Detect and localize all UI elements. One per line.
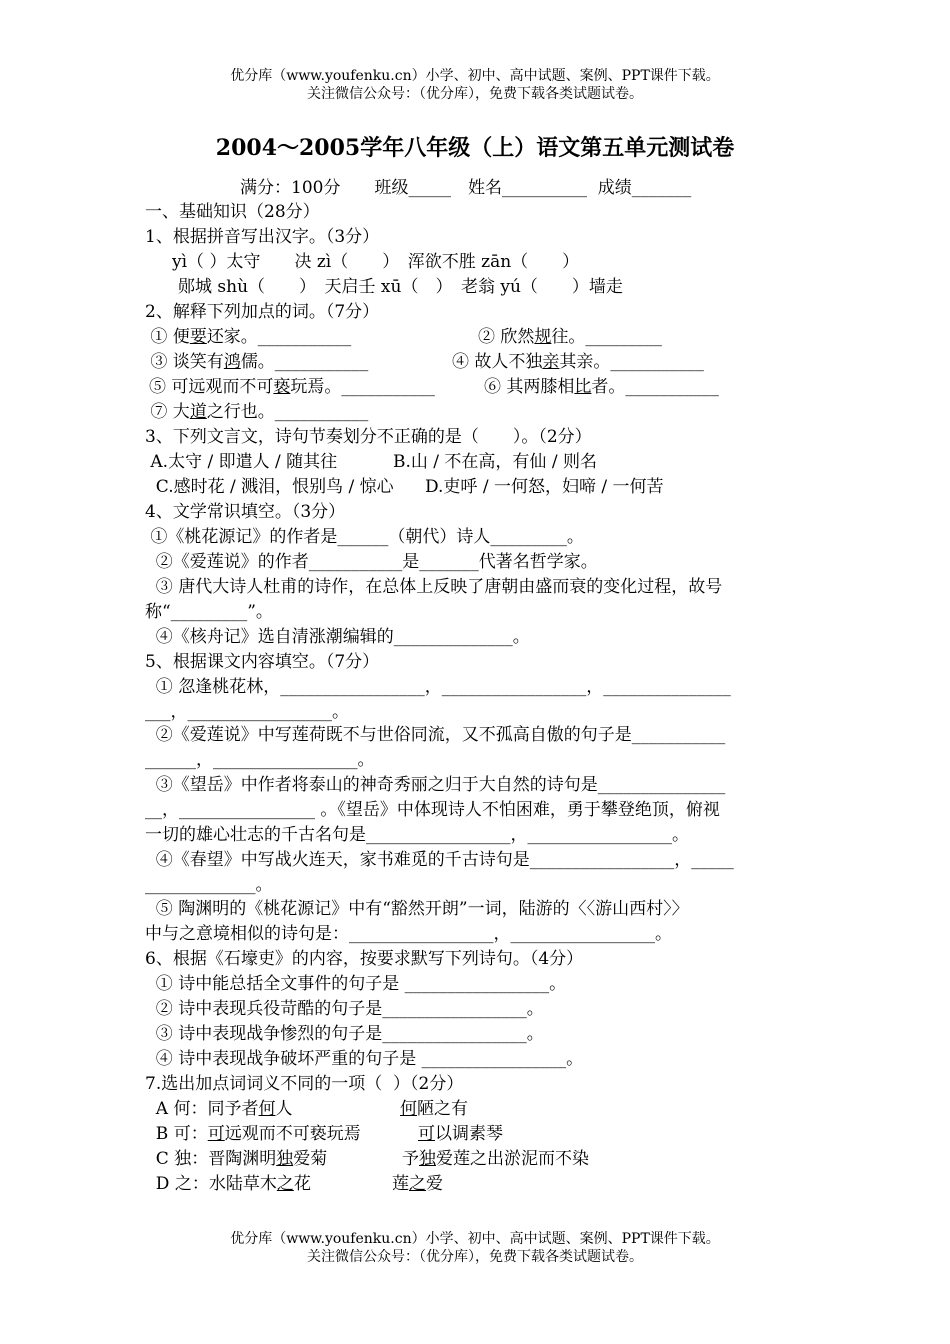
question-3-option-c: C.感时花 / 溅泪，恨别鸟 / 惊心 [145, 477, 394, 497]
dotted-word: 亵 [273, 377, 291, 397]
question-2-item-3: ③ 谈笑有鸿儒。___________ [145, 352, 369, 372]
question-2-item-7: ⑦ 大道之行也。___________ [145, 402, 369, 422]
question-4-item-3a: ③ 唐代大诗人杜甫的诗作，在总体上反映了唐朝由盛而衰的变化过程，故号 [145, 577, 723, 597]
question-3-option-a: A.太守 / 即遣人 / 随其往 [145, 452, 338, 472]
question-6-item-3: ③ 诗中表现战争惨烈的句子是_________________。 [145, 1024, 544, 1044]
question-2-stem: 2、解释下列加点的词。（7分） [145, 302, 380, 322]
question-2-item-6: ⑥ 其两膝相比者。___________ [484, 377, 719, 397]
dotted-word: 规 [534, 327, 552, 347]
question-5-item-2b: ______，_________________。 [145, 750, 375, 770]
dotted-word: 之 [276, 1174, 294, 1194]
header-line-2: 关注微信公众号：（优分库），免费下载各类试题试卷。 [307, 86, 643, 102]
question-5-item-4a: ④《春望》中写战火连天，家书难觅的千古诗句是_________________，_____ [145, 850, 734, 870]
question-4-stem: 4、文学常识填空。（3分） [145, 502, 346, 522]
question-5-stem: 5、根据课文内容填空。（7分） [145, 652, 380, 672]
question-6-stem: 6、根据《石壕吏》的内容，按要求默写下列诗句。（4分） [145, 949, 584, 969]
question-1-stem: 1、根据拼音写出汉字。（3分） [145, 227, 380, 247]
question-5-item-1b: ___，_________________。 [145, 702, 349, 722]
question-7-option-d-right: 莲之爱 [392, 1174, 443, 1194]
question-6-item-1: ① 诗中能总括全文事件的句子是 _________________。 [145, 974, 567, 994]
dotted-word: 之 [409, 1174, 426, 1194]
question-3-option-b: B.山 / 不在高，有仙 / 则名 [393, 452, 597, 472]
question-5-item-3c: 一切的雄心壮志的千古名句是_________________，_________________。 [145, 825, 689, 845]
question-5-item-4b: _____________。 [145, 875, 273, 895]
question-7-stem: 7.选出加点词词义不同的一项（ ）（2分） [145, 1074, 464, 1094]
question-7-option-b-right: 可以调素琴 [418, 1124, 503, 1144]
question-5-item-5a: ⑤ 陶渊明的《桃花源记》中有“豁然开朗”一词，陆游的〈〈游山西村〉〉 [145, 899, 689, 919]
question-4-item-2: ②《爱莲说》的作者___________是_______代著名哲学家。 [145, 552, 598, 572]
dotted-word: 要 [189, 327, 207, 347]
dotted-word: 可 [207, 1124, 225, 1144]
dotted-word: 鸿 [223, 352, 241, 372]
question-2-item-4: ④ 故人不独亲其亲。___________ [452, 352, 704, 372]
question-7-option-c-right: 予独爱莲之出淤泥而不染 [402, 1149, 589, 1169]
dotted-word: 比 [574, 377, 592, 397]
question-5-item-3b: __，________________ 。《望岳》中体现诗人不怕困难，勇于攀登绝顶，俯视 [145, 800, 720, 820]
question-6-item-4: ④ 诗中表现战争破坏严重的句子是 _________________。 [145, 1049, 584, 1069]
page-title: 2004～2005学年八年级（上）语文第五单元测试卷 [215, 135, 735, 161]
question-5-item-5b: 中与之意境相似的诗句是：_________________，_________________。 [145, 924, 672, 944]
question-5-item-2a: ②《爱莲说》中写莲荷既不与世俗同流，又不孤高自傲的句子是___________ [145, 725, 726, 745]
dotted-word: 独 [276, 1149, 294, 1169]
score-info-line: 满分：100分 班级_____ 姓名__________ 成绩_______ [240, 178, 692, 198]
section-heading: 一、基础知识（28分） [145, 202, 320, 222]
question-2-item-5: ⑤ 可远观而不可亵玩焉。___________ [149, 377, 435, 397]
dotted-word: 可 [418, 1124, 435, 1144]
footer-line-2: 关注微信公众号：（优分库），免费下载各类试题试卷。 [307, 1249, 643, 1265]
question-7-option-b-left: B 可：可远观而不可亵玩焉 [145, 1124, 361, 1144]
question-6-item-2: ② 诗中表现兵役苛酷的句子是_________________。 [145, 999, 544, 1019]
question-3-stem: 3、下列文言文，诗句节奏划分不正确的是（ ）。（2分） [145, 427, 592, 447]
dotted-word: 何 [258, 1099, 276, 1119]
question-2-item-1: ① 便要还家。___________ [145, 327, 352, 347]
question-7-option-d-left: D 之：水陆草木之花 [145, 1174, 311, 1194]
dotted-word: 亲 [542, 352, 560, 372]
question-4-item-1: ①《桃花源记》的作者是______（朝代）诗人_________。 [145, 527, 584, 547]
question-5-item-3a: ③《望岳》中作者将泰山的神奇秀丽之归于大自然的诗句是_______________ [145, 775, 726, 795]
question-3-option-d: D.吏呼 / 一何怒，妇啼 / 一何苦 [425, 477, 664, 497]
question-4-item-3b: 称“_________”。 [145, 602, 273, 622]
question-7-option-c-left: C 独：晋陶渊明独爱菊 [145, 1149, 328, 1169]
dotted-word: 道 [189, 402, 207, 422]
question-7-option-a-left: A 何：同予者何人 [145, 1099, 293, 1119]
question-5-item-1a: ① 忽逢桃花林，_________________，_________________，_______________ [145, 677, 731, 697]
dotted-word: 何 [400, 1099, 417, 1119]
dotted-word: 独 [419, 1149, 436, 1169]
header-line-1: 优分库（www.youfenku.cn）小学、初中、高中试题、案例、PPT课件下载。 [230, 68, 720, 84]
question-1-row-2: 郧城 shù（ ） 天启壬 xū（ ） 老翁 yú（ ）墙走 [178, 277, 623, 297]
question-2-item-2: ② 欣然规往。_________ [478, 327, 662, 347]
footer-line-1: 优分库（www.youfenku.cn）小学、初中、高中试题、案例、PPT课件下载。 [230, 1231, 720, 1247]
question-7-option-a-right: 何陋之有 [400, 1099, 468, 1119]
question-1-row-1: yì（ ）太守 决 zì（ ） 浑欲不胜 zān（ ） [172, 252, 580, 272]
question-4-item-4: ④《核舟记》选自清涨潮编辑的______________。 [145, 627, 530, 647]
